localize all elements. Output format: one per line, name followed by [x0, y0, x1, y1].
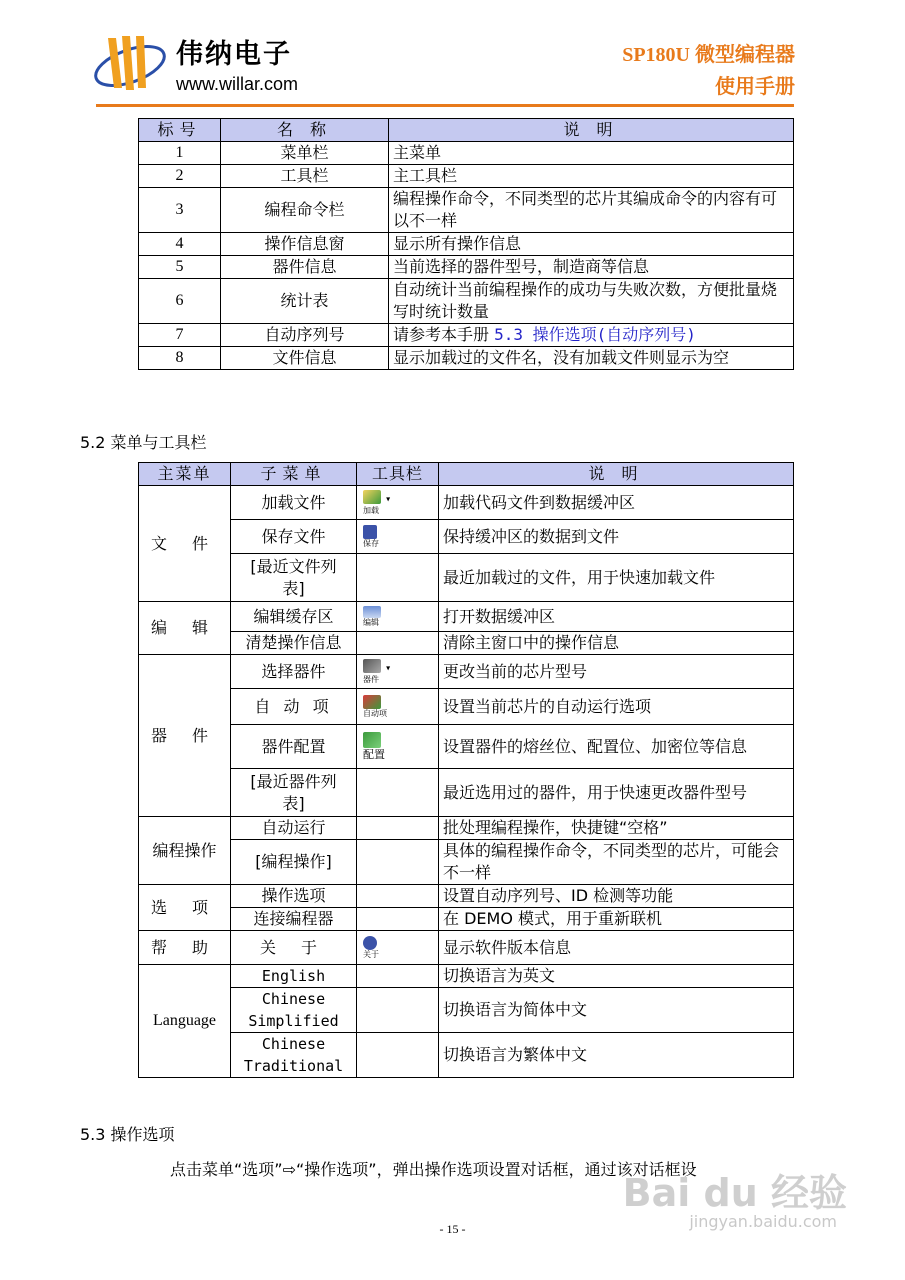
submenu-chinese-traditional: Chinese Traditional: [231, 1033, 357, 1078]
toolbar-cell: [357, 931, 439, 965]
toolbar-cell: [357, 840, 439, 885]
submenu-save-file: 保存文件: [231, 520, 357, 554]
submenu-operation-options: 操作选项: [231, 885, 357, 908]
menu-device: 器 件: [139, 655, 231, 817]
section-heading-5-3: 5.3 操作选项: [80, 1125, 175, 1144]
table-row: [139, 165, 794, 188]
row-desc: 显示所有操作信息: [389, 233, 794, 256]
willar-logo-icon: [90, 28, 170, 98]
submenu-load-file: 加载文件: [231, 486, 357, 520]
toolbar-caption: 自动项: [363, 709, 387, 718]
device-icon: [363, 659, 381, 673]
row-desc: 打开数据缓冲区: [439, 602, 794, 632]
baidu-watermark-url: jingyan.baidu.com: [689, 1212, 837, 1231]
table-row: [139, 931, 794, 965]
table-row: [139, 632, 794, 655]
submenu-recent-devices: [最近器件列表]: [231, 769, 357, 817]
menu-help: 帮 助: [139, 931, 231, 965]
submenu-auto-run: 自动运行: [231, 817, 357, 840]
toolbar-cell: [357, 817, 439, 840]
row-number: 7: [139, 324, 221, 347]
table-row: [139, 279, 794, 324]
submenu-connect: 连接编程器: [231, 908, 357, 931]
table-row: [139, 602, 794, 632]
menu-edit: 编 辑: [139, 602, 231, 655]
toolbar-cell: [357, 520, 439, 554]
table-row: [139, 324, 794, 347]
baidu-watermark: Bai du 经验: [622, 1171, 847, 1215]
row-desc: 自动统计当前编程操作的成功与失败次数，方便批量烧写时统计数量: [389, 279, 794, 324]
col-header: 主菜单: [139, 463, 231, 486]
table-row: [139, 1033, 794, 1078]
submenu-select-device: 选择器件: [231, 655, 357, 689]
row-desc: 保持缓冲区的数据到文件: [439, 520, 794, 554]
row-desc: 具体的编程操作命令，不同类型的芯片，可能会不一样: [439, 840, 794, 885]
ui-legend-table: [138, 118, 794, 370]
toolbar-caption: 器件: [363, 674, 379, 684]
row-number: 3: [139, 188, 221, 233]
table-row: [139, 256, 794, 279]
row-desc: 批处理编程操作，快捷键“空格”: [439, 817, 794, 840]
row-number: 2: [139, 165, 221, 188]
save-icon: [363, 525, 377, 539]
submenu-about: 关 于: [231, 931, 357, 965]
section-link[interactable]: 5.3 操作选项(自动序列号): [494, 325, 696, 344]
website-url: www.willar.com: [176, 74, 299, 94]
table-row: [139, 725, 794, 769]
menu-programming: 编程操作: [139, 817, 231, 885]
header-divider: [96, 104, 794, 107]
toolbar-cell: [357, 965, 439, 988]
toolbar-cell: [357, 1033, 439, 1078]
col-header: 子菜单: [231, 463, 357, 486]
row-number: 5: [139, 256, 221, 279]
table-row: [139, 655, 794, 689]
row-desc: 主菜单: [389, 142, 794, 165]
brand-name: 伟纳电子: [176, 39, 292, 70]
row-number: 6: [139, 279, 221, 324]
row-name: 工具栏: [221, 165, 389, 188]
row-desc: 编程操作命令，不同类型的芯片其编成命令的内容有可以不一样: [389, 188, 794, 233]
table-row: [139, 988, 794, 1033]
row-number: 8: [139, 347, 221, 370]
manual-subtitle: 使用手册: [715, 74, 795, 98]
row-desc: [389, 324, 794, 347]
table-row: [139, 554, 794, 602]
col-header: 标号: [139, 119, 221, 142]
table-row: [139, 520, 794, 554]
row-desc: 设置当前芯片的自动运行选项: [439, 689, 794, 725]
table-row: [139, 486, 794, 520]
table-row: [139, 908, 794, 931]
row-desc: 清除主窗口中的操作信息: [439, 632, 794, 655]
menu-file: 文 件: [139, 486, 231, 602]
row-name: 文件信息: [221, 347, 389, 370]
chevron-down-icon: ▾: [386, 494, 391, 504]
submenu-device-config: 器件配置: [231, 725, 357, 769]
row-name: 菜单栏: [221, 142, 389, 165]
row-desc: 设置自动序列号、ID 检测等功能: [439, 885, 794, 908]
submenu-chinese-simplified: Chinese Simplified: [231, 988, 357, 1033]
row-name: 统计表: [221, 279, 389, 324]
table-row: [139, 965, 794, 988]
table-row: [139, 885, 794, 908]
row-desc: 当前选择的器件型号，制造商等信息: [389, 256, 794, 279]
table-header-row: [139, 119, 794, 142]
submenu-edit-buffer: 编辑缓存区: [231, 602, 357, 632]
row-desc: 加载代码文件到数据缓冲区: [439, 486, 794, 520]
row-desc: 更改当前的芯片型号: [439, 655, 794, 689]
auto-icon: [363, 695, 381, 709]
section-heading-5-2: 5.2 菜单与工具栏: [80, 433, 207, 452]
row-desc-prefix: 请参考本手册: [393, 325, 495, 344]
table-row: [139, 347, 794, 370]
row-number: 4: [139, 233, 221, 256]
row-desc: 切换语言为简体中文: [439, 988, 794, 1033]
table-header-row: [139, 463, 794, 486]
submenu-english: English: [231, 965, 357, 988]
table-row: [139, 840, 794, 885]
toolbar-caption: 保存: [363, 539, 379, 548]
row-desc: 最近选用过的器件，用于快速更改器件型号: [439, 769, 794, 817]
toolbar-cell: [357, 725, 439, 769]
table-row: [139, 817, 794, 840]
about-icon: [363, 936, 377, 950]
page-header: [0, 0, 905, 110]
toolbar-caption: 关于: [363, 950, 379, 959]
col-header: 名 称: [221, 119, 389, 142]
toolbar-caption: 加载: [363, 505, 379, 515]
toolbar-caption: 配置: [363, 748, 385, 761]
menu-language: Language: [139, 965, 231, 1078]
toolbar-cell: [357, 908, 439, 931]
body-paragraph: 点击菜单“选项”⇨“操作选项”，弹出操作选项设置对话框，通过该对话框设: [170, 1160, 697, 1179]
row-desc: 设置器件的熔丝位、配置位、加密位等信息: [439, 725, 794, 769]
row-desc: 主工具栏: [389, 165, 794, 188]
submenu-prog-ops: [编程操作]: [231, 840, 357, 885]
row-desc: 显示软件版本信息: [439, 931, 794, 965]
row-number: 1: [139, 142, 221, 165]
toolbar-cell: [357, 769, 439, 817]
table-row: [139, 188, 794, 233]
toolbar-cell: [357, 655, 439, 689]
menu-options: 选 项: [139, 885, 231, 931]
toolbar-caption: 编辑: [363, 618, 379, 628]
row-desc: 切换语言为英文: [439, 965, 794, 988]
toolbar-cell: [357, 988, 439, 1033]
manual-title: SP180U 微型编程器: [622, 44, 795, 66]
table-row: [139, 689, 794, 725]
col-header: 说 明: [439, 463, 794, 486]
table-row: [139, 769, 794, 817]
toolbar-cell: [357, 486, 439, 520]
submenu-auto-options: 自 动 项: [231, 689, 357, 725]
submenu-recent-files: [最近文件列表]: [231, 554, 357, 602]
row-desc: 最近加载过的文件，用于快速加载文件: [439, 554, 794, 602]
config-icon: [363, 732, 381, 748]
submenu-clear-info: 清楚操作信息: [231, 632, 357, 655]
load-icon: [363, 490, 381, 504]
row-desc: 切换语言为繁体中文: [439, 1033, 794, 1078]
chevron-down-icon: ▾: [386, 663, 391, 673]
toolbar-cell: [357, 632, 439, 655]
toolbar-cell: [357, 689, 439, 725]
toolbar-cell: [357, 885, 439, 908]
col-header: 工具栏: [357, 463, 439, 486]
menu-toolbar-table: [138, 462, 794, 1078]
row-name: 器件信息: [221, 256, 389, 279]
row-desc: 在 DEMO 模式，用于重新联机: [439, 908, 794, 931]
table-row: [139, 142, 794, 165]
toolbar-cell: [357, 602, 439, 632]
page-number: - 15 -: [439, 1222, 466, 1236]
row-name: 操作信息窗: [221, 233, 389, 256]
table-row: [139, 233, 794, 256]
row-desc: 显示加载过的文件名，没有加载文件则显示为空: [389, 347, 794, 370]
edit-icon: [363, 606, 381, 618]
row-name: 自动序列号: [221, 324, 389, 347]
col-header: 说 明: [389, 119, 794, 142]
toolbar-cell: [357, 554, 439, 602]
row-name: 编程命令栏: [221, 188, 389, 233]
